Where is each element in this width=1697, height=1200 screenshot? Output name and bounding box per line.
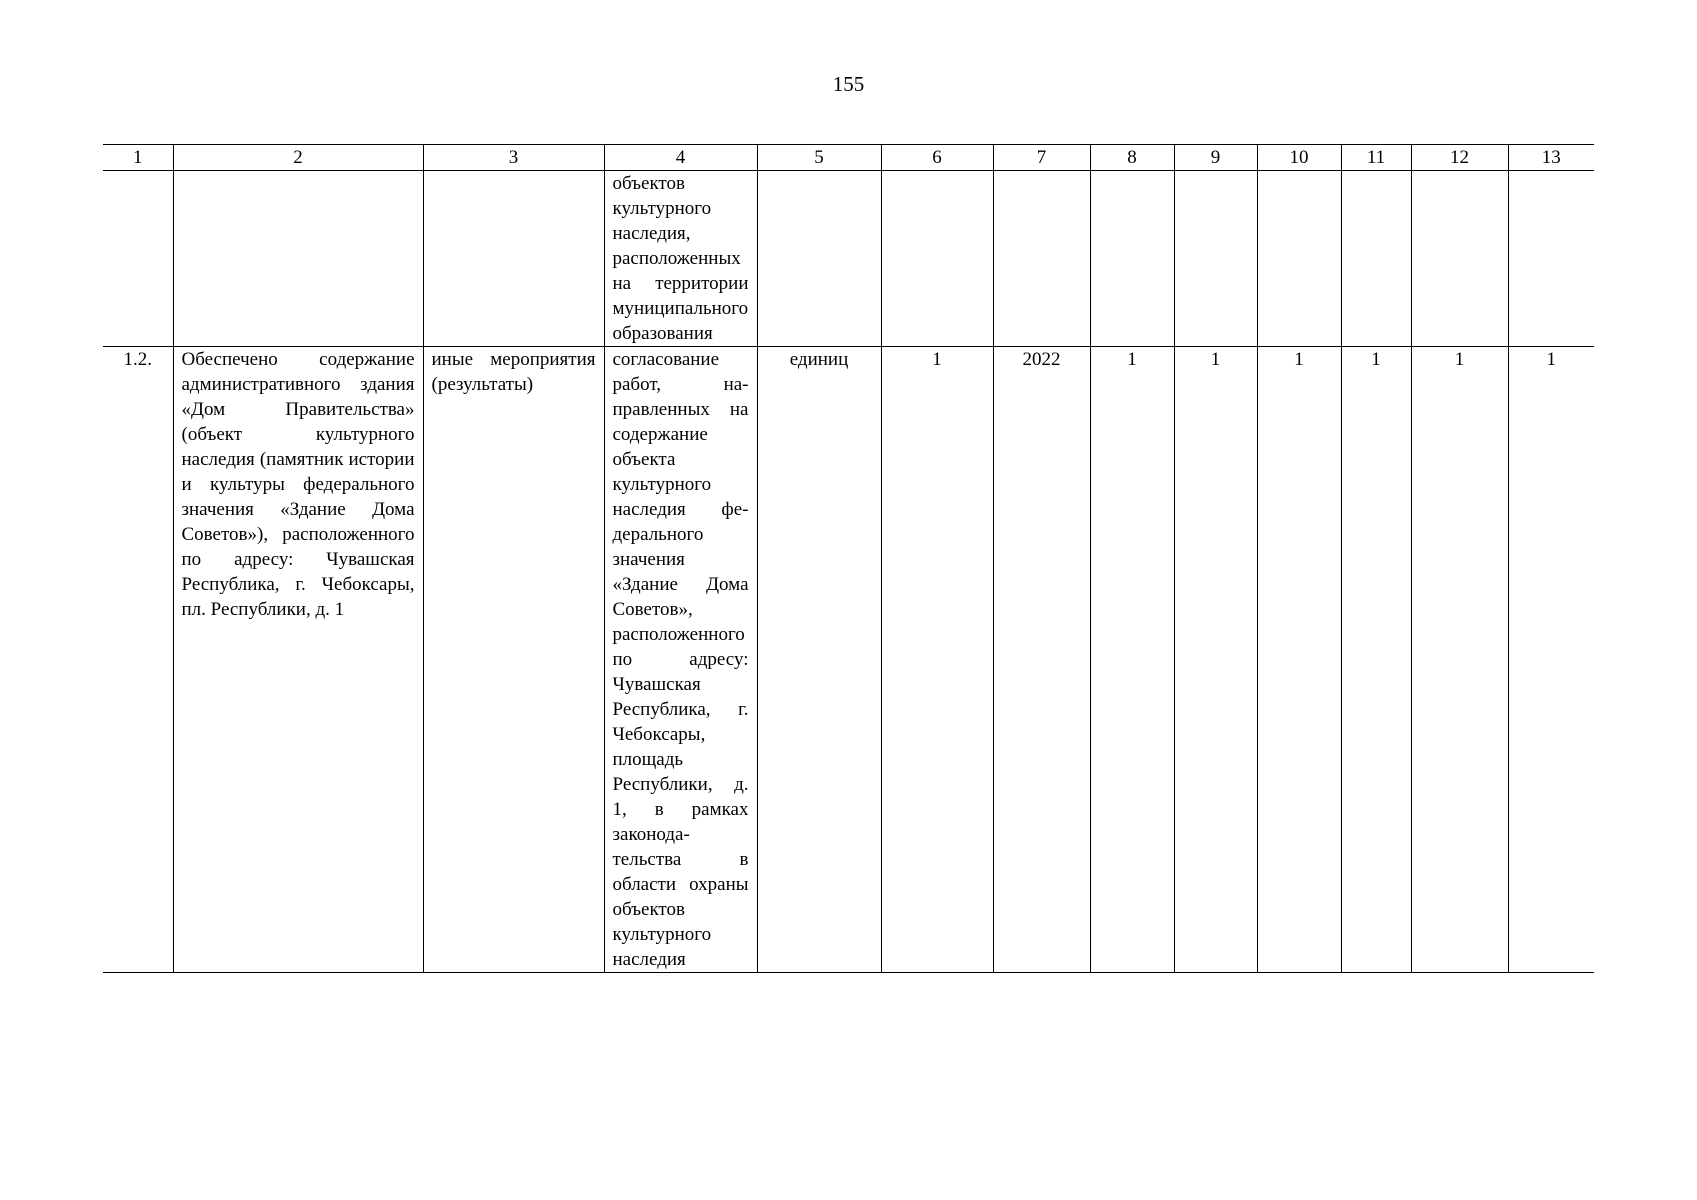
cell-event-description: согласование работ, направленных на содержание объекта культурного наследия федерального значения «Здание Дома Советов», расположенного по адресу: Чувашская Республика, г. Чебоксары, площадь Республики, д. 1, в рамках законодательства в области охраны объектов культурного наследия bbox=[604, 347, 757, 973]
cell-value-col11: 1 bbox=[1341, 347, 1411, 973]
cell bbox=[1411, 171, 1508, 347]
cell bbox=[1257, 171, 1341, 347]
cell-value-col8: 1 bbox=[1090, 347, 1174, 973]
cell bbox=[1341, 171, 1411, 347]
col-header-5: 5 bbox=[757, 145, 881, 171]
cell-result-description: Обеспечено содержание административного здания «Дом Правительства» (объект культурного наследия (памятник истории и культуры федерального значения «Здание Дома Советов»), расположенного по адресу: Чувашская Республика, г. Чебоксары, пл. Республики, д. 1 bbox=[173, 347, 423, 973]
table-row-1-2 bbox=[103, 347, 1594, 973]
cell-row-number: 1.2. bbox=[103, 347, 173, 973]
cell-base-value: 1 bbox=[881, 347, 993, 973]
cell bbox=[993, 171, 1090, 347]
cell bbox=[103, 171, 173, 347]
cell bbox=[1090, 171, 1174, 347]
col-header-9: 9 bbox=[1174, 145, 1257, 171]
cell bbox=[173, 171, 423, 347]
cell-value-col10: 1 bbox=[1257, 347, 1341, 973]
page-number: 155 bbox=[832, 72, 865, 96]
cell-value-col13: 1 bbox=[1508, 347, 1594, 973]
column-number-header-row bbox=[103, 145, 1594, 171]
cell-result-type: иные мероприятия (результаты) bbox=[423, 347, 604, 973]
col-header-1: 1 bbox=[103, 145, 173, 171]
cell bbox=[881, 171, 993, 347]
col-header-12: 12 bbox=[1411, 145, 1508, 171]
cell-base-year: 2022 bbox=[993, 347, 1090, 973]
col-header-13: 13 bbox=[1508, 145, 1594, 171]
cell bbox=[757, 171, 881, 347]
col-header-4: 4 bbox=[604, 145, 757, 171]
cell bbox=[1174, 171, 1257, 347]
col-header-2: 2 bbox=[173, 145, 423, 171]
col-header-3: 3 bbox=[423, 145, 604, 171]
col-header-10: 10 bbox=[1257, 145, 1341, 171]
col-header-11: 11 bbox=[1341, 145, 1411, 171]
cell-unit: единиц bbox=[757, 347, 881, 973]
cell bbox=[1508, 171, 1594, 347]
col-header-8: 8 bbox=[1090, 145, 1174, 171]
table-row-continuation bbox=[103, 171, 1594, 347]
data-table bbox=[103, 144, 1594, 973]
cell-value-col9: 1 bbox=[1174, 347, 1257, 973]
cell-value-col12: 1 bbox=[1411, 347, 1508, 973]
cell bbox=[423, 171, 604, 347]
col-header-6: 6 bbox=[881, 145, 993, 171]
col-header-7: 7 bbox=[993, 145, 1090, 171]
cell-event-description: объектов культурного наследия, расположенных на территории муниципального образования bbox=[604, 171, 757, 347]
